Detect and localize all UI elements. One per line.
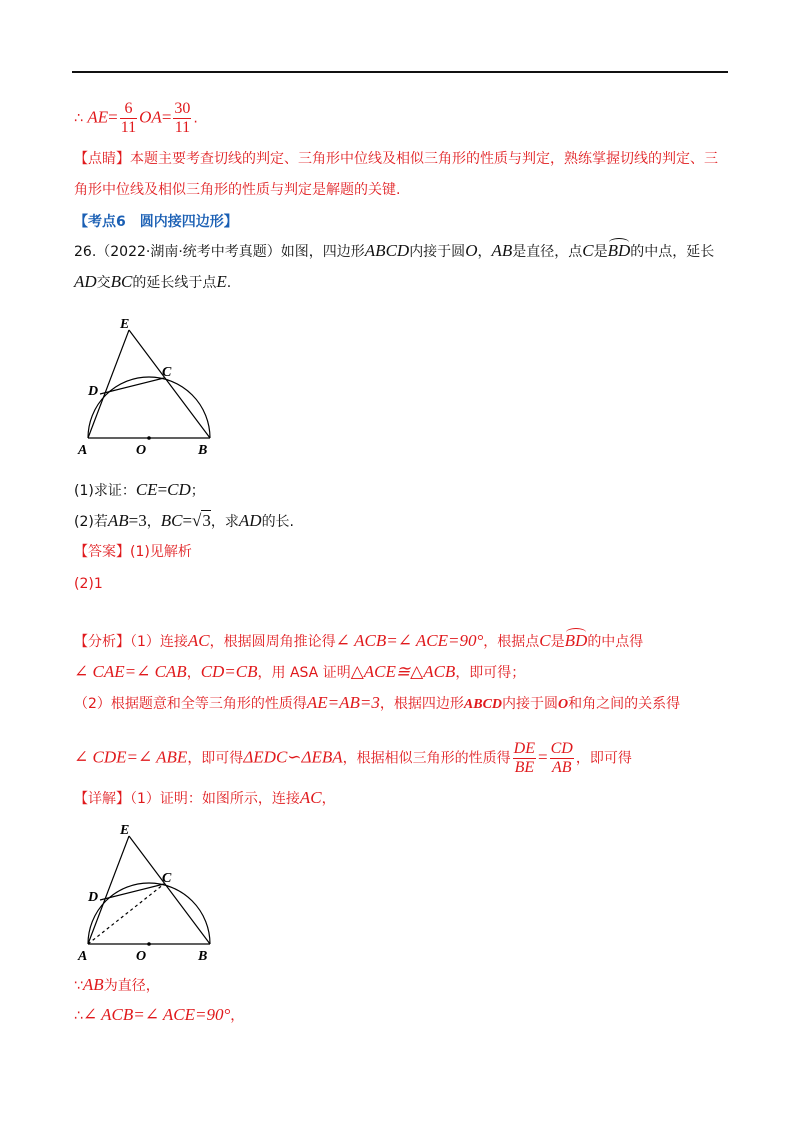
text: 的长. [261, 514, 295, 530]
arc-bd: BD [607, 241, 631, 260]
text: ，根据点 [483, 634, 540, 650]
answer-line-2: (2)1 [74, 576, 103, 592]
sqrt-symbol: √ [192, 511, 202, 530]
geometry-figure-2 [70, 816, 230, 966]
label-e: E [120, 317, 130, 332]
frac-num: CD [550, 740, 573, 757]
text: ，即可得 [187, 750, 244, 767]
analysis-line-1 [74, 631, 643, 652]
question-line-1 [74, 241, 714, 262]
section-heading: 【考点6 圆内接四边形】 [74, 214, 238, 230]
analysis-line-2 [74, 662, 525, 683]
math-o: O [465, 241, 478, 260]
math-ab: AB [107, 511, 129, 530]
label-e: E [120, 823, 130, 838]
math-cd-cb: CD=CB [200, 662, 258, 681]
text: ， [186, 665, 201, 681]
math-ab: AB [82, 975, 104, 994]
detail-line [74, 788, 336, 809]
text: (2)若 [74, 514, 108, 530]
math-o: O [558, 697, 569, 712]
center-point [147, 436, 151, 440]
header-rule [72, 71, 728, 73]
center-point [147, 942, 151, 946]
math-e: E [216, 272, 227, 291]
math-cd: CD [167, 480, 191, 499]
text: ，即可得； [455, 665, 526, 681]
text: 【详解】（1）证明：如图所示，连接 [74, 791, 300, 807]
text: 内接于圆 [409, 244, 466, 260]
text: 的中点得 [587, 634, 644, 650]
label-d: D [88, 890, 99, 905]
math-similar: ΔEDC∽ΔEBA [243, 747, 343, 767]
label-b: B [198, 949, 208, 964]
math-ab: AB [491, 241, 513, 260]
geometry-figure-1 [70, 310, 230, 460]
math-angle-eq: ∠ ACB=∠ ACE=90° [82, 1005, 231, 1024]
math-bc: BC [160, 511, 183, 530]
part-2 [74, 511, 294, 532]
math-ac: AC [187, 631, 210, 650]
therefore-symbol: ∴ [74, 1008, 83, 1024]
text: ， [321, 791, 336, 807]
text: ，求 [210, 514, 239, 530]
label-c: C [162, 365, 172, 380]
frac-num: 30 [174, 100, 191, 117]
analysis-line-3 [74, 693, 680, 715]
fraction-30-11 [173, 100, 191, 137]
text: 为直径， [103, 978, 160, 994]
text: 是 [550, 634, 565, 650]
frac-num: 6 [120, 100, 137, 119]
math-ad: AD [238, 511, 262, 530]
eq-sign: = [182, 511, 193, 530]
answer-line-1: 【答案】(1)见解析 [74, 544, 192, 560]
conclusion-line [74, 100, 198, 137]
text: ， [477, 244, 492, 260]
label-o: O [136, 443, 147, 458]
text: 内接于圆 [502, 696, 559, 712]
eq-sign: = [108, 107, 118, 127]
therefore-symbol: ∴ [74, 110, 83, 127]
math-ac: AC [299, 788, 322, 807]
math-bc: BC [110, 272, 133, 291]
text: ； [190, 483, 205, 499]
label-a: A [78, 949, 88, 964]
fraction-6-11 [120, 100, 137, 137]
frac-den: AB [551, 759, 572, 776]
math-abcd: ABCD [463, 697, 503, 712]
text: 和角之间的关系得 [568, 696, 681, 712]
question-line-2 [74, 272, 231, 293]
because-symbol: ∵ [74, 978, 83, 994]
question-number: 26. [74, 244, 97, 260]
label-a: A [78, 443, 88, 458]
math-c: C [582, 241, 594, 260]
label-b: B [198, 443, 208, 458]
dianjing-line-1: 【点睛】本题主要考查切线的判定、三角形中位线及相似三角形的性质与判定，熟练掌握切线的判定、三 [74, 151, 718, 167]
text: (1)求证： [74, 483, 136, 499]
label-o: O [136, 949, 147, 964]
math-angle-cae: ∠ CAE=∠ CAB [74, 662, 187, 681]
text: ， [146, 514, 161, 530]
dianjing-line-2: 角形中位线及相似三角形的性质与判定是解题的关键. [74, 182, 401, 198]
period: . [193, 110, 198, 127]
fraction-de-be [513, 740, 536, 777]
text: 交 [96, 275, 111, 291]
arc-bd: BD [564, 631, 588, 650]
frac-den: 11 [120, 119, 137, 136]
part-1 [74, 480, 205, 501]
text: ，用 ASA 证明 [257, 665, 351, 681]
math-abcd: ABCD [364, 241, 410, 260]
frac-num: DE [513, 740, 535, 757]
label-d: D [88, 384, 99, 399]
math-ae: AE [87, 107, 109, 127]
text: 【分析】（1）连接 [74, 634, 188, 650]
text: ，即可得 [575, 750, 632, 767]
semicircle [88, 883, 210, 944]
text: 的延长线于点 [132, 275, 217, 291]
text: ，根据相似三角形的性质得 [342, 750, 511, 767]
math-eq-3: =3 [128, 511, 147, 530]
semicircle [88, 377, 210, 438]
text: 是直径，点 [512, 244, 583, 260]
question-source: （2022·湖南·统考中考真题）如图，四边形 [96, 244, 365, 260]
frac-den: 11 [174, 119, 191, 136]
sqrt-radicand: 3 [202, 511, 211, 530]
math-ae-ab: AE=AB=3 [306, 693, 380, 712]
math-angle-eq: ∠ ACB=∠ ACE=90° [335, 631, 484, 650]
analysis-line-4 [74, 740, 632, 777]
text: ，根据四边形 [379, 696, 464, 712]
math-angle-cde: ∠ CDE=∠ ABE [74, 747, 188, 767]
fraction-cd-ab [550, 740, 574, 777]
text: ， [230, 1008, 245, 1024]
text: . [226, 275, 232, 291]
because-line [74, 975, 160, 996]
math-c: C [539, 631, 551, 650]
frac-den: BE [514, 759, 535, 776]
math-ad: AD [74, 272, 97, 291]
eq-sign: = [538, 747, 548, 767]
text: ，根据圆周角推论得 [209, 634, 336, 650]
eq-sign: = [161, 107, 172, 127]
therefore-line [74, 1005, 244, 1026]
math-congruent: △ACE≅△ACB [350, 662, 456, 681]
label-c: C [162, 871, 172, 886]
math-oa: OA [139, 107, 162, 127]
text: 是 [593, 244, 608, 260]
math-ce: CE [135, 480, 158, 499]
text: （2）根据题意和全等三角形的性质得 [74, 696, 307, 712]
text: 的中点，延长 [630, 244, 715, 260]
eq-sign: = [157, 480, 168, 499]
